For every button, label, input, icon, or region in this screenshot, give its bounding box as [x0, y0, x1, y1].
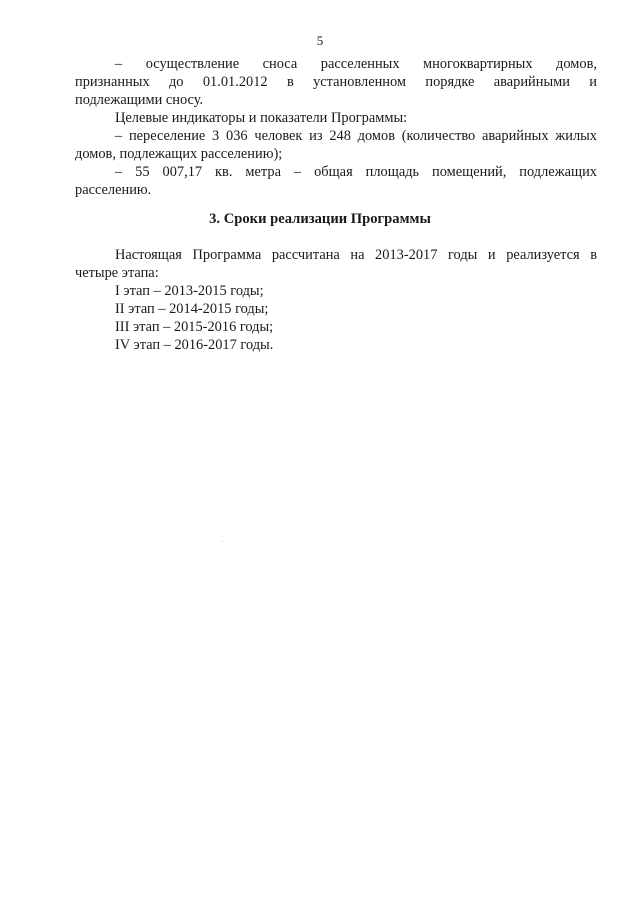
section-heading: 3. Сроки реализации Программы: [209, 211, 431, 227]
section-paragraph-line-2: четыре этапа:: [75, 265, 159, 281]
demolition-item-line-2: признанных до 01.01.2012 в установленном порядке аварийными и: [75, 74, 597, 90]
indicator-resettlement-line-1: – переселение 3 036 человек из 248 домов (количество аварийных жилых: [115, 128, 597, 144]
stage-item: I этап – 2013-2015 годы;: [115, 283, 264, 299]
section-paragraph-line-1: Настоящая Программа рассчитана на 2013-2017 годы и реализуется в: [115, 247, 597, 263]
scan-speck: [222, 541, 223, 542]
demolition-item-line-1: – осуществление сноса расселенных многоквартирных домов,: [115, 56, 597, 72]
section-text-block: [75, 246, 597, 354]
intro-text-block: [75, 55, 597, 199]
indicator-area-line-2: расселению.: [75, 182, 152, 198]
page-number: 5: [316, 33, 324, 48]
demolition-item-line-3: подлежащими сносу.: [75, 92, 204, 108]
indicator-resettlement-line-2: домов, подлежащих расселению);: [75, 146, 283, 162]
stage-item: IV этап – 2016-2017 годы.: [115, 337, 274, 353]
stage-item: III этап – 2015-2016 годы;: [115, 319, 274, 335]
indicators-heading: Целевые индикаторы и показатели Программы:: [115, 110, 408, 126]
stage-item: II этап – 2014-2015 годы;: [115, 301, 269, 317]
indicator-area-line-1: – 55 007,17 кв. метра – общая площадь помещений, подлежащих: [115, 164, 597, 180]
